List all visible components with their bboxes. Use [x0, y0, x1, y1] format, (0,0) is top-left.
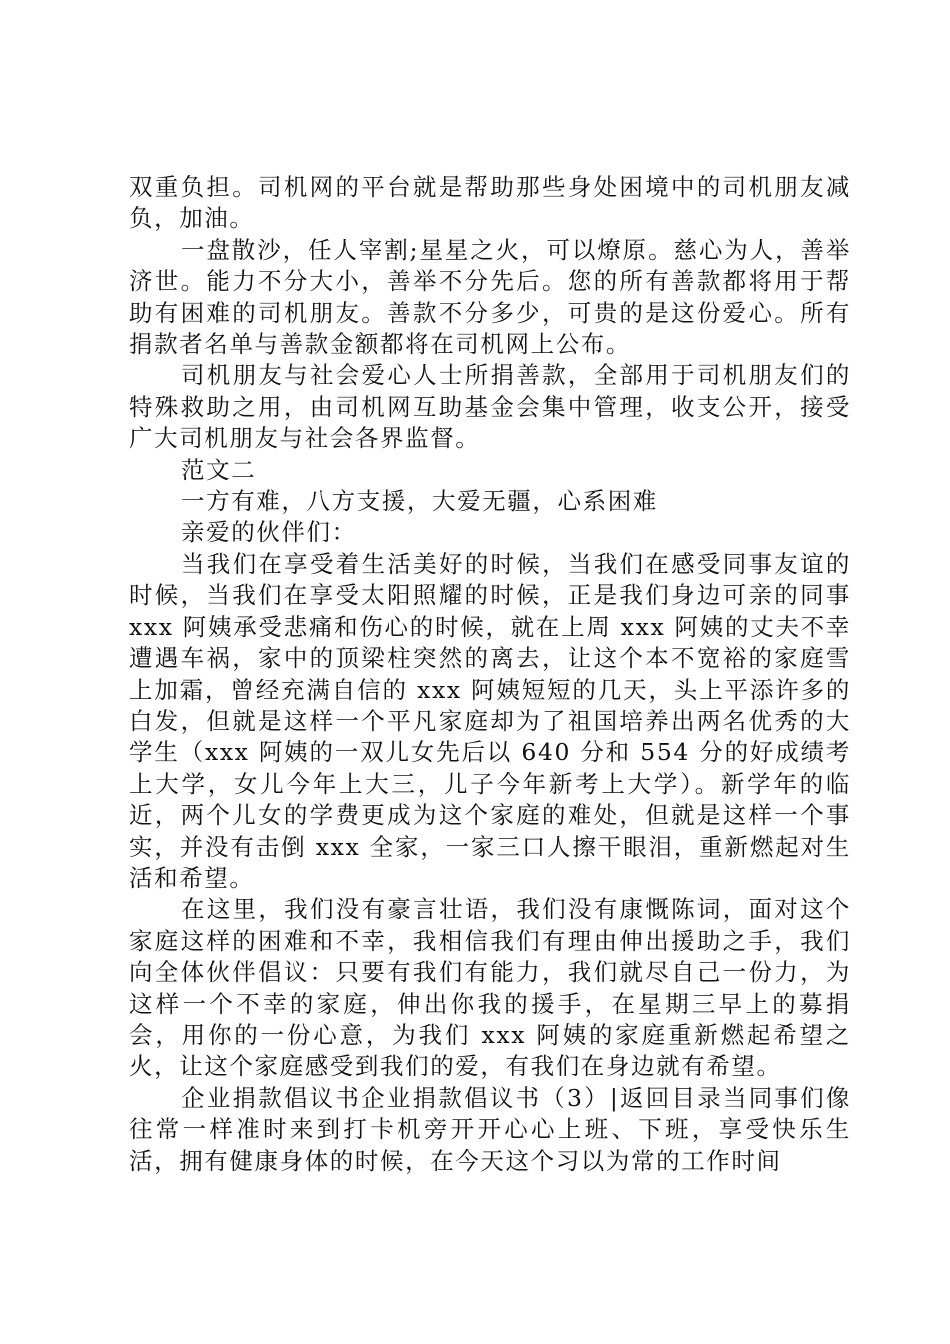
paragraph-story: 当我们在享受着生活美好的时候，当我们在感受同事友谊的时候，当我们在享受太阳照耀的时候，正是我们身边可亲的同事 xxx 阿姨承受悲痛和伤心的时候，就在上周 xxx 阿姨的丈夫不幸遭遇车祸，家中的顶梁柱突然的离去，让这个本不宽裕的家庭雪上加霜，曾经充满自信的 xxx 阿姨短短的几天，头上平添许多的白发，但就是这样一个平凡家庭却为了祖国培养出两名优秀的大学生（xxx 阿姨的一双儿女先后以 640 分和 554 分的好成绩考上大学，女儿今年上大三，儿子今年新考上大学）。新学年的临近，两个儿女的学费更成为这个家庭的难处，但就是这样一个事实，并没有击倒 xxx 全家，一家三口人擦干眼泪，重新燃起对生活和希望。 — [129, 549, 851, 892]
paragraph-proposal: 在这里，我们没有豪言壮语，我们没有康慨陈词，面对这个家庭这样的困难和不幸，我相信我们有理由伸出援助之手，我们向全体伙伴倡议：只要有我们有能力，我们就尽自己一份力，为这样一个不幸的家庭，伸出你我的援手，在星期三早上的募捐会，用你的一份心意，为我们 xxx 阿姨的家庭重新燃起希望之火，让这个家庭感受到我们的爱，有我们在身边就有希望。 — [129, 895, 851, 1081]
paragraph-continuation: 双重负担。司机网的平台就是帮助那些身处困境中的司机朋友减负，加油。 — [129, 173, 851, 233]
paragraph-salutation: 亲爱的伙伴们： — [181, 518, 357, 547]
paragraph-slogan: 一方有难，八方支援，大爱无疆，心系困难 — [181, 487, 658, 516]
paragraph-charity-appeal: 一盘散沙，任人宰割;星星之火，可以燎原。慈心为人，善举济世。能力不分大小，善举不分先后。您的所有善款都将用于帮助有困难的司机朋友。善款不分多少，可贵的是这份爱心。所有捐款者名单与善款金额都将在司机网上公布。 — [129, 235, 851, 359]
paragraph-corporate-proposal: 企业捐款倡议书企业捐款倡议书（3）|返回目录当同事们像往常一样准时来到打卡机旁开开心心上班、下班，享受快乐生活，拥有健康身体的时候，在今天这个习以为常的工作时间 — [129, 1083, 851, 1175]
section-heading-sample-two: 范文二 — [181, 455, 257, 484]
document-body — [129, 172, 851, 1177]
paragraph-fund-management: 司机朋友与社会爱心人士所捐善款，全部用于司机朋友们的特殊救助之用，由司机网互助基金会集中管理，收支公开，接受广大司机朋友与社会各界监督。 — [129, 361, 851, 453]
